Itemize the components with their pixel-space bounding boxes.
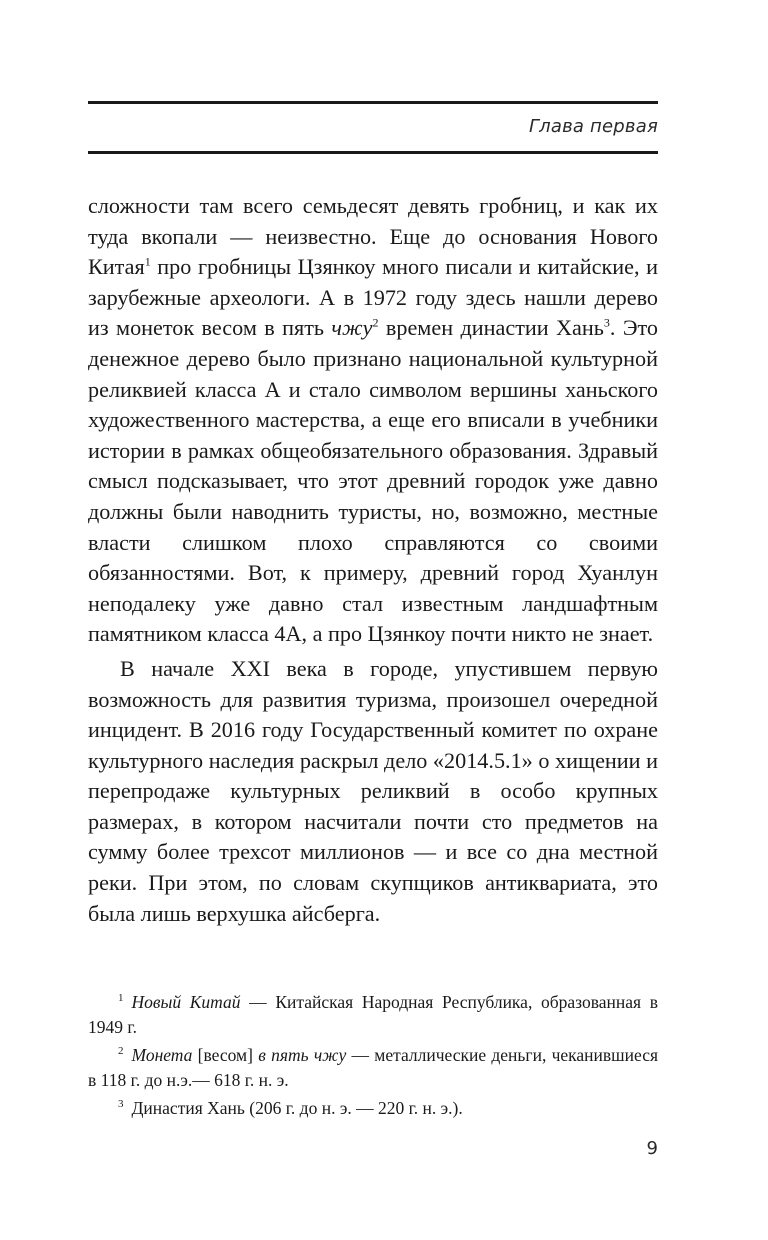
footnote-ref-1: 1	[144, 254, 151, 269]
footnotes	[88, 990, 658, 1124]
chapter-title: Глава первая	[528, 116, 658, 137]
footnote-term-2: в пять чжу	[258, 1045, 347, 1065]
footnote-number: 2	[118, 1045, 124, 1058]
footnote-term: Монета	[131, 1045, 193, 1065]
book-page	[88, 0, 658, 1240]
footnote-ref-3: 3	[603, 315, 610, 330]
footnote-1: $^1$ Новый Китай — Китайская Народная Республика, образованная в 1949 г.	[88, 992, 658, 1037]
paragraph-1: сложности там всего семьдесят девять гробниц, и как их туда вкопали — неизвестно. Еще до основания Нового Китая$^1$ про гробницы Цзянкоу много писали и китайские, и зарубежные археологи. А в 1972 году здесь нашли дерево из монеток весом в пять чжу$^2$ времен династии Хань$^3$. Это денежное дерево было признано национальной культурной реликвией класса А и стало символом вершины ханьского художественного мастерства, а еще его вписали в учебники истории в рамках общеобязательного образования. Здравый смысл подсказывает, что этот древний городок уже давно должны были наводнить туристы, но, возможно, местные власти слишком плохо справляются со своими обязанностями. Вот, к примеру, древний город Хуанлун неподалеку уже давно стал известным ландшафтным памятником класса 4А, а про Цзянкоу почти никто не знает.	[88, 193, 658, 647]
footnote-term: Новый Китай	[131, 992, 241, 1012]
footnote-3: $^3$ Династия Хань (206 г. до н. э. — 220 г. н. э.).	[118, 1098, 463, 1118]
paragraph-2: В начале XXI века в городе, упустившем первую возможность для развития туризма, произошел очередной инцидент. В 2016 году Государственный комитет по охране культурного наследия раскрыл дело «2014.5.1» о хищении и перепродаже культурных реликвий в особо крупных размерах, в котором насчитали почти сто предметов на сумму более трехсот миллионов — и все со дна местной реки. При этом, по словам скупщиков антиквариата, это была лишь верхушка айсберга.	[88, 655, 658, 926]
header-rule-top	[88, 101, 658, 104]
footnote-ref-2: 2	[372, 315, 379, 330]
footnote-number: 1	[118, 992, 124, 1005]
page-number: 9	[646, 1138, 658, 1159]
footnote-2: $^2$ Монета [весом] в пять чжу — металлические деньги, чеканившиеся в 118 г. до н.э.— 618 г. н. э.	[88, 1045, 659, 1090]
term-zhu: чжу	[331, 315, 373, 341]
main-text	[88, 191, 658, 929]
header-rule-bottom	[88, 151, 658, 154]
footnote-number: 3	[118, 1098, 124, 1111]
